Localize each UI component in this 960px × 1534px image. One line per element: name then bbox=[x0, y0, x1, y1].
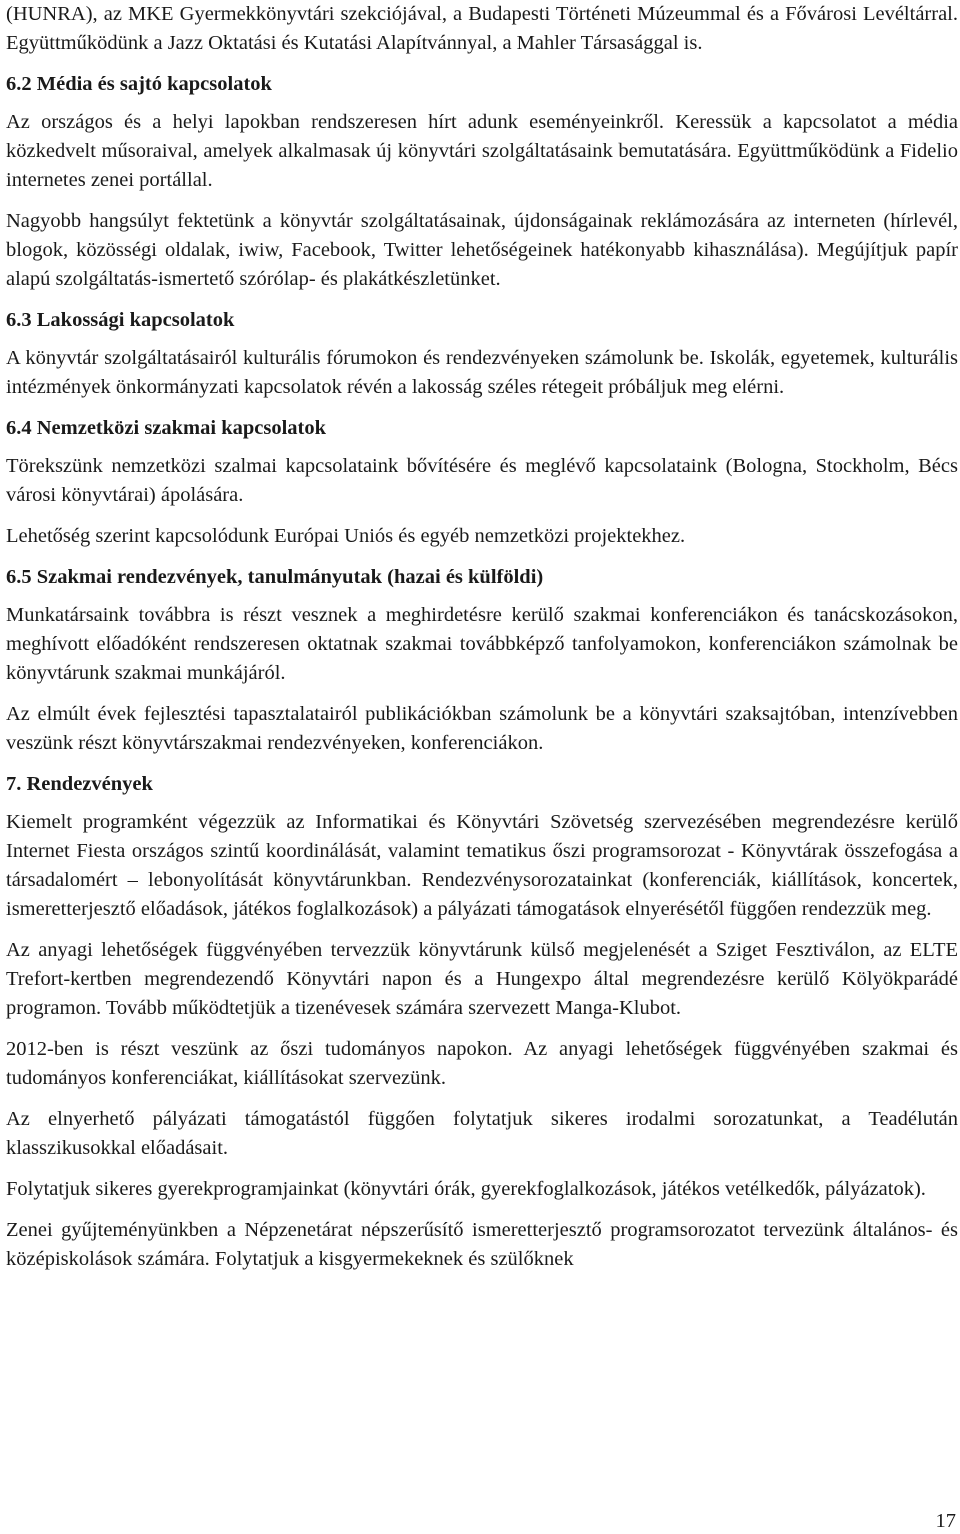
paragraph-publications: Az elmúlt évek fejlesztési tapasztalatairól publikációkban számolunk be a könyvtári szaksajtóban, intenzívebben veszünk részt könyvtárszakmai rendezvényeken, konferenciákon. bbox=[6, 703, 958, 754]
paragraph-teadelutan: Az elnyerhető pályázati támogatástól függően folytatjuk sikeres irodalmi sorozatunkat, a Teadélután klasszikusokkal előadásait. bbox=[6, 1108, 958, 1159]
heading-professional-events: 6.5 Szakmai rendezvények, tanulmányutak (hazai és külföldi) bbox=[6, 566, 544, 588]
document-page bbox=[6, 0, 958, 1274]
heading-events: 7. Rendezvények bbox=[6, 773, 153, 795]
paragraph-conferences: Munkatársaink továbbra is részt vesznek a meghirdetésre kerülő szakmai konferenciákon és tanácskozásokon, meghívott előadóként rendszeresen oktatnak szakmai továbbképző tanfolyamokon, konferenciákon számolnak be könyvtárunk szakmai munkájáról. bbox=[6, 604, 958, 684]
paragraph-media-press: Az országos és a helyi lapokban rendszeresen hírt adunk eseményeinkről. Keressük a kapcsolatot a média közkedvelt műsoraival, amelyek alkalmasak új könyvtári szolgáltatásaink bemutatására. Együttműködünk a Fidelio internetes zenei portállal. bbox=[6, 111, 958, 191]
paragraph-sziget: Az anyagi lehetőségek függvényében tervezzük könyvtárunk külső megjelenését a Sziget Fesztiválon, az ELTE Trefort-kertben megrendezendő Könyvtári napon és a Hungexpo által megrendezésre kerülő Kölyökparádé programon. Tovább működtetjük a tizenévesek számára szervezett Manga-Klubot. bbox=[6, 939, 958, 1019]
paragraph-partners: (HUNRA), az MKE Gyermekkönyvtári szekciójával, a Budapesti Történeti Múzeummal és a Fővárosi Levéltárral. Együttműködünk a Jazz Oktatási és Kutatási Alapítvánnyal, a Mahler Társasággal is. bbox=[6, 3, 958, 54]
paragraph-science-days: 2012-ben is részt veszünk az őszi tudományos napokon. Az anyagi lehetőségek függvényében szakmai és tudományos konferenciákat, kiállításokat szervezünk. bbox=[6, 1038, 958, 1089]
heading-international: 6.4 Nemzetközi szakmai kapcsolatok bbox=[6, 417, 327, 439]
paragraph-public-relations: A könyvtár szolgáltatásairól kulturális fórumokon és rendezvényeken számolunk be. Iskolák, egyetemek, kulturális intézmények önkormányzati kapcsolatok révén a lakosság széles rétegeit próbáljuk meg elérni. bbox=[6, 347, 958, 398]
paragraph-internet-fiesta: Kiemelt programként végezzük az Informatikai és Könyvtári Szövetség szervezésében megrendezésre kerülő Internet Fiesta országos szintű koordinálását, valamint tematikus őszi programsorozat - Könyvtárak összefogása a társadalomért – lebonyolítását könyvtárunkban. Rendezvénysorozatainkat (konferenciák, kiállítások, koncertek, ismeretterjesztő előadások, játékos foglalkozások) a pályázati támogatások elnyerésétől függően rendezzük meg. bbox=[6, 811, 958, 920]
paragraph-music-collection: Zenei gyűjteményünkben a Népzenetárat népszerűsítő ismeretterjesztő programsorozatot tervezünk általános- és középiskolások számára. Folytatjuk a kisgyermekeknek és szülőknek bbox=[6, 1219, 958, 1270]
paragraph-eu-projects: Lehetőség szerint kapcsolódunk Európai Uniós és egyéb nemzetközi projektekhez. bbox=[6, 525, 686, 547]
page-number: 17 bbox=[935, 1510, 956, 1532]
heading-media-press: 6.2 Média és sajtó kapcsolatok bbox=[6, 73, 272, 95]
paragraph-internet-ads: Nagyobb hangsúlyt fektetünk a könyvtár szolgáltatásainak, újdonságainak reklámozására az interneten (hírlevél, blogok, közösségi oldalak, iwiw, Facebook, Twitter lehetőségeinek hatékonyabb kihasználása). Megújítjuk papír alapú szolgáltatás-ismertető szórólap- és plakátkészletünket. bbox=[6, 210, 958, 290]
heading-public-relations: 6.3 Lakossági kapcsolatok bbox=[6, 309, 235, 331]
paragraph-international: Törekszünk nemzetközi szalmai kapcsolataink bővítésére és meglévő kapcsolataink (Bologna, Stockholm, Bécs városi könyvtárai) ápolására. bbox=[6, 455, 958, 506]
paragraph-children-programs: Folytatjuk sikeres gyerekprogramjainkat (könyvtári órák, gyerekfoglalkozások, játékos vetélkedők, pályázatok). bbox=[6, 1178, 926, 1200]
